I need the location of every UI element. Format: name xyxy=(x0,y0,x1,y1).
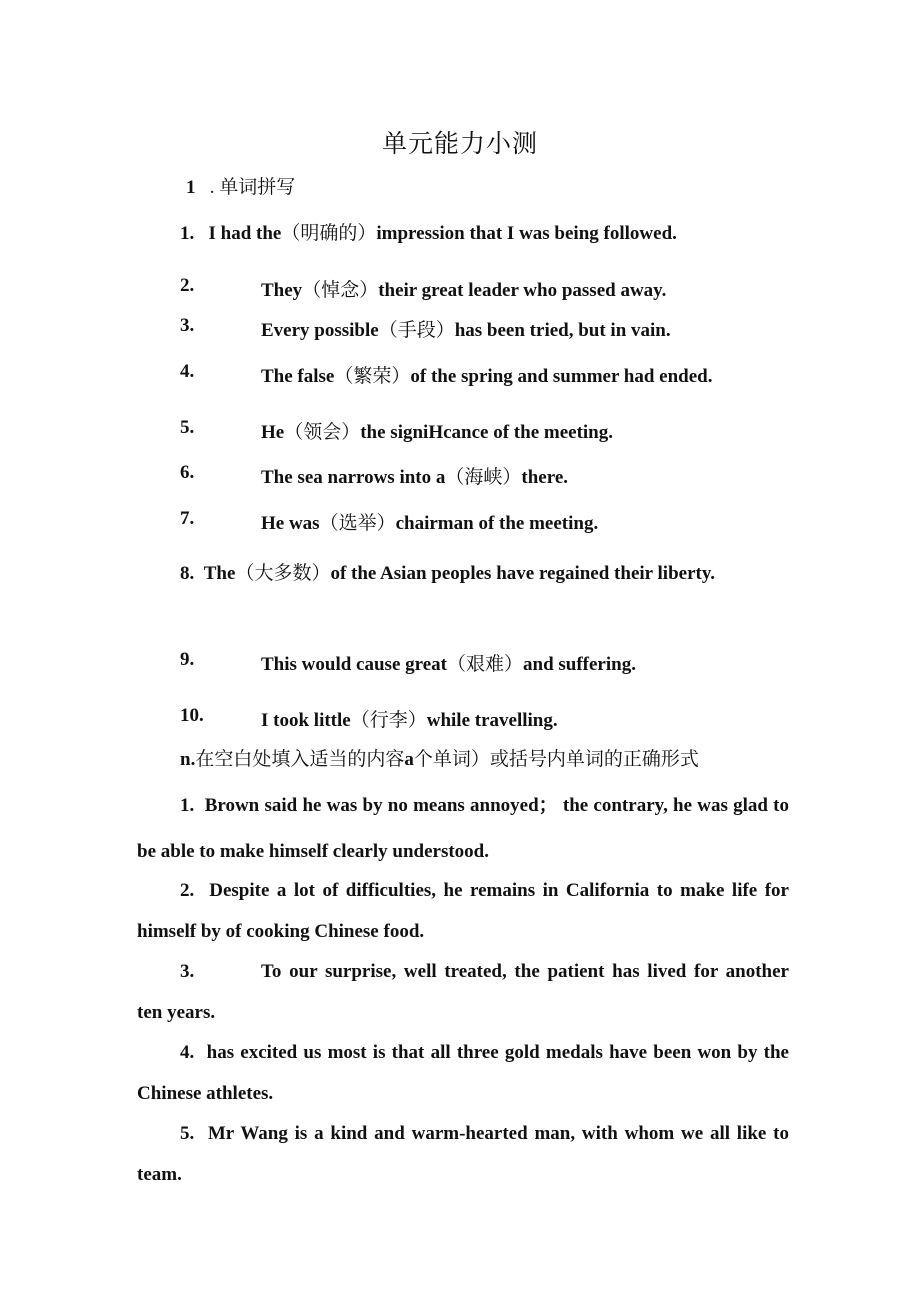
item-pre: Every possible xyxy=(261,320,379,341)
spelling-item-5 xyxy=(261,417,613,444)
spelling-item-8 xyxy=(137,553,789,594)
item-number: 2. xyxy=(180,880,195,901)
item-hint: （艰难） xyxy=(446,654,523,675)
fill-item-3-number: 3. xyxy=(180,961,195,982)
item-hint: （选举） xyxy=(319,513,396,534)
section-1-title: . 单词拼写 xyxy=(209,177,296,198)
item-text: has excited us most is that all three gold medals have been won by the Chinese athletes. xyxy=(137,1042,789,1104)
item-hint: （明确的） xyxy=(281,223,377,244)
spelling-item-10-number: 10. xyxy=(180,705,204,726)
item-hint: （大多数） xyxy=(235,563,331,584)
item-post: their great leader who passed away. xyxy=(378,280,667,301)
item-pre: I took little xyxy=(261,710,351,731)
item-pre: He xyxy=(261,422,285,443)
fill-item-1 xyxy=(137,783,789,875)
item-number: 4. xyxy=(180,1042,195,1063)
item-hint: （繁荣） xyxy=(334,366,411,387)
spelling-item-7-number: 7. xyxy=(180,508,195,529)
item-number: 1. xyxy=(180,223,195,244)
item-hint: （海峡） xyxy=(445,467,522,488)
item-hint: （悼念） xyxy=(302,280,379,301)
section-2-title-c: 个单词）或括号内单词的正确形式 xyxy=(413,749,699,770)
item-text: Despite a lot of difficulties, he remains in California to make life for himself by of cooking Chinese food. xyxy=(137,880,789,942)
item-pre: They xyxy=(261,280,303,301)
spelling-item-9 xyxy=(261,649,636,676)
item-pre: The sea narrows into a xyxy=(261,467,446,488)
item-number: 5. xyxy=(180,1123,195,1144)
spelling-item-10 xyxy=(261,705,558,732)
section-2-title-a: 在空白处填入适当的内容 xyxy=(195,749,405,770)
item-post: of the Asian peoples have regained their liberty. xyxy=(330,563,716,584)
spelling-item-9-number: 9. xyxy=(180,649,195,670)
item-number: 1. xyxy=(180,795,195,816)
section-2-heading xyxy=(180,744,699,771)
item-text: Mr Wang is a kind and warm-hearted man, with whom we all like to team. xyxy=(137,1123,789,1185)
item-number: 8. xyxy=(180,563,195,584)
section-1-heading xyxy=(186,172,295,199)
section-1-number: 1 xyxy=(186,177,196,198)
spelling-item-3-number: 3. xyxy=(180,315,195,336)
spelling-item-3 xyxy=(261,315,671,342)
fill-item-2 xyxy=(137,870,789,952)
fill-item-5 xyxy=(137,1113,789,1195)
spelling-item-2 xyxy=(261,275,666,302)
page-title: 单元能力小测 xyxy=(381,131,538,158)
spelling-item-1 xyxy=(180,218,677,245)
item-hint: （领会） xyxy=(284,422,361,443)
item-pre: I had the xyxy=(208,223,282,244)
item-pre: The false xyxy=(261,366,335,387)
item-pre: The xyxy=(203,563,236,584)
fill-item-4 xyxy=(137,1032,789,1114)
fill-item-3 xyxy=(137,951,789,1033)
item-text: To our surprise, well treated, the patient has lived for another ten years. xyxy=(137,961,789,1023)
item-post: of the spring and summer had ended. xyxy=(410,366,713,387)
item-post: chairman of the meeting. xyxy=(395,513,599,534)
item-hint: （手段） xyxy=(378,320,455,341)
spelling-item-4 xyxy=(261,361,713,388)
spelling-item-5-number: 5. xyxy=(180,417,195,438)
item-post: the signiHcance of the meeting. xyxy=(360,422,613,443)
item-post: there. xyxy=(521,467,569,488)
item-post: and suffering. xyxy=(523,654,636,675)
spelling-item-7 xyxy=(261,508,598,535)
spelling-item-6-number: 6. xyxy=(180,462,195,483)
item-post: while travelling. xyxy=(426,710,558,731)
section-2-title-b: a xyxy=(404,749,414,770)
item-post: has been tried, but in vain. xyxy=(454,320,671,341)
spelling-item-4-number: 4. xyxy=(180,361,195,382)
item-post: impression that I was being followed. xyxy=(376,223,677,244)
spelling-item-6 xyxy=(261,462,568,489)
spelling-item-2-number: 2. xyxy=(180,275,195,296)
item-pre: He was xyxy=(261,513,320,534)
item-hint: （行李） xyxy=(350,710,427,731)
section-2-marker: n. xyxy=(180,749,196,770)
item-pre: This would cause great xyxy=(261,654,447,675)
item-text: Brown said he was by no means annoyed； the contrary, he was glad to be able to make himself clearly understood. xyxy=(137,795,790,862)
